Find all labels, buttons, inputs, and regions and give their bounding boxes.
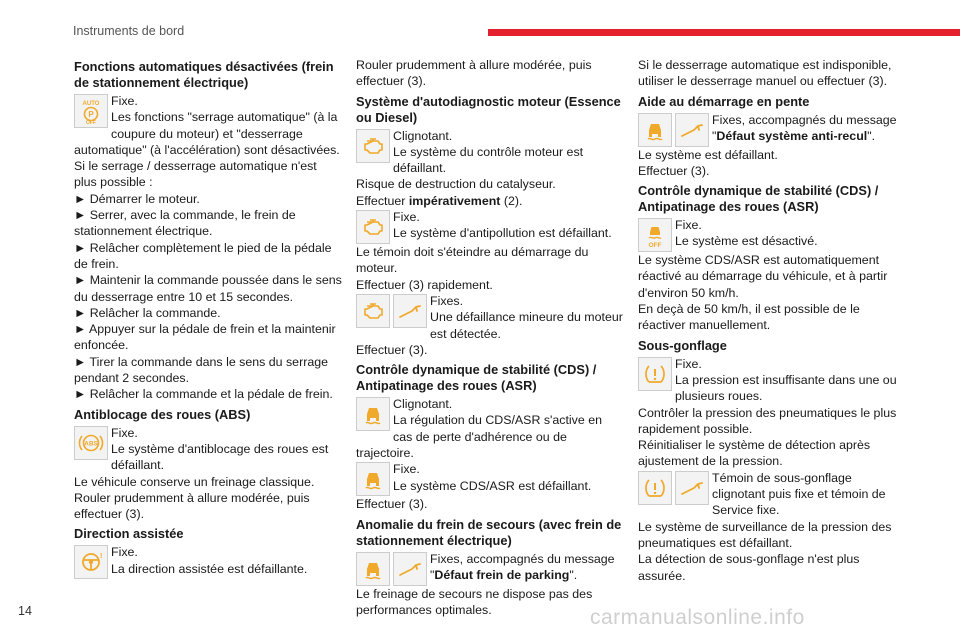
section-title: Fonctions automatiques désactivées (frein de stationnement électrique) — [74, 59, 334, 90]
warning-state: Témoin de sous-gonflage clignotant puis fixe et témoin de Service fixe. — [712, 470, 886, 518]
section-title: Anomalie du frein de secours (avec frein de stationnement électrique) — [356, 516, 622, 548]
emphasis: impérativement — [408, 193, 501, 208]
warning-entry: Fixes, accompagnés du message "Défaut système anti-recul". — [638, 112, 906, 147]
svg-text:OFF: OFF — [86, 120, 96, 124]
svg-text:P: P — [88, 110, 94, 119]
engine-icon — [356, 294, 390, 328]
list-item: ► Maintenir la commande poussée dans le sens du desserrage entre 10 et 15 secondes. — [74, 273, 342, 304]
warning-state: Fixes, accompagnés du message — [712, 112, 897, 127]
warning-entry — [638, 356, 906, 405]
svg-text:AUTO: AUTO — [82, 101, 100, 107]
stability-control-icon — [356, 462, 390, 496]
paragraph: Effectuer (3). — [356, 342, 428, 357]
paragraph: Contrôler la pression des pneumatiques le plus rapidement possible. — [638, 405, 897, 436]
paragraph: En deçà de 50 km/h, il est possible de le réactiver manuellement. — [638, 302, 860, 333]
section-title: Contrôle dynamique de stabilité (CDS) / Antipatinage des roues (ASR) — [356, 362, 597, 394]
paragraph: Rouler prudemment à allure modérée, puis effectuer (3). — [74, 490, 310, 522]
list-item: ► Relâcher complètement le pied de la pédale de frein. — [74, 240, 332, 271]
warning-state: Fixe. — [393, 210, 420, 225]
warning-state: Clignotant. — [393, 397, 453, 412]
section-title: Aide au démarrage en pente — [638, 93, 810, 109]
warning-entry — [638, 217, 906, 252]
paragraph: Réinitialiser le système de détection après ajustement de la pression. — [638, 438, 871, 469]
svg-text:ABS: ABS — [84, 440, 98, 448]
paragraph: Risque de destruction du catalyseur. — [356, 177, 556, 192]
section-title: Sous-gonflage — [638, 337, 727, 353]
header-title: Instruments de bord — [73, 24, 185, 38]
paragraph: Le véhicule conserve un freinage classique. — [74, 474, 315, 489]
wrench-icon — [393, 552, 427, 586]
section-title: Système d'autodiagnostic moteur (Essence ou Diesel) — [356, 93, 621, 125]
paragraph — [356, 193, 624, 209]
auto-parking-brake-icon — [74, 94, 108, 128]
warning-entry — [74, 544, 342, 579]
warning-state: Fixes, accompagnés du message — [430, 551, 615, 566]
paragraph: Le système d'antiblocage des roues est défaillant. — [111, 441, 329, 473]
paragraph: Le système de surveillance de la pression des pneumatiques est défaillant. — [638, 519, 892, 550]
section-title: Contrôle dynamique de stabilité (CDS) / Antipatinage des roues (ASR) — [638, 183, 879, 215]
paragraph: Effectuer (3) rapidement. — [356, 277, 493, 292]
paragraph: La pression est insuffisante dans une ou plusieurs roues. — [675, 372, 897, 404]
svg-text:OFF: OFF — [648, 242, 662, 249]
warning-state: Fixe. — [111, 94, 138, 108]
paragraph: Le témoin doit s'éteindre au démarrage du moteur. — [356, 245, 589, 276]
tire-pressure-icon — [638, 357, 672, 391]
text: Effectuer — [356, 193, 409, 208]
warning-state: Fixe. — [111, 545, 138, 560]
paragraph: Le système est défaillant. — [638, 147, 778, 162]
paragraph: Le système d'antipollution est défaillant. — [393, 226, 612, 241]
power-steering-icon — [74, 545, 108, 579]
engine-icon — [356, 129, 390, 163]
list-item: ► Relâcher la commande et la pédale de frein. — [74, 387, 333, 402]
warning-message: Défaut frein de parking — [434, 567, 570, 582]
paragraph: Le système du contrôle moteur est défaillant. — [393, 144, 584, 176]
warning-state: Fixe. — [111, 425, 138, 440]
list-item: ► Tirer la commande dans le sens du serrage pendant 2 secondes. — [74, 354, 329, 386]
warning-entry — [74, 425, 342, 474]
warning-state: Fixe. — [675, 218, 702, 233]
abs-icon — [74, 426, 108, 460]
paragraph: Si le serrage / desserrage automatique n'est plus possible : — [74, 159, 317, 190]
watermark-text: carmanualsonline.info — [590, 606, 805, 629]
section-title: Direction assistée — [74, 526, 184, 542]
warning-state: Fixe. — [393, 462, 420, 477]
tire-pressure-icon — [638, 471, 672, 505]
warning-entry — [356, 209, 624, 244]
warning-entry — [638, 470, 906, 519]
paragraph: La détection de sous-gonflage n'est plus assurée. — [638, 552, 860, 583]
paragraph: Le freinage de secours ne dispose pas des performances optimales. — [356, 586, 593, 617]
paragraph: Effectuer (3). — [638, 163, 710, 178]
paragraph: Le système est désactivé. — [675, 234, 818, 249]
paragraph: Si le desserrage automatique est indisponible, utiliser le desserrage manuel ou effectuer (3). — [638, 58, 892, 89]
column-1 — [74, 57, 342, 579]
warning-state: Fixe. — [675, 356, 702, 371]
stability-control-icon — [356, 552, 390, 586]
list-item: ► Appuyer sur la pédale de frein et la maintenir enfoncée. — [74, 322, 336, 353]
list-item: ► Serrer, avec la commande, le frein de stationnement électrique. — [74, 208, 296, 239]
paragraph: La régulation du CDS/ASR s'active en cas de perte d'adhérence ou de trajectoire. — [356, 413, 602, 461]
wrench-icon — [675, 113, 709, 147]
paragraph: Une défaillance mineure du moteur est détectée. — [430, 310, 623, 341]
warning-entry — [356, 293, 624, 342]
column-2 — [356, 57, 624, 618]
wrench-icon — [675, 471, 709, 505]
text: (2). — [500, 193, 523, 208]
svg-text:!: ! — [100, 553, 103, 561]
warning-entry — [74, 93, 342, 158]
warning-entry — [356, 128, 624, 177]
wrench-icon — [393, 294, 427, 328]
warning-entry — [356, 461, 624, 496]
warning-entry — [356, 396, 624, 461]
warning-entry: Fixes, accompagnés du message "Défaut frein de parking". — [356, 551, 624, 586]
stability-control-off-icon — [638, 218, 672, 252]
header-accent-bar — [488, 29, 960, 36]
column-3 — [638, 57, 906, 584]
paragraph: Les fonctions "serrage automatique" (à la coupure du moteur) et "desserrage automatique" (à l'accélération) sont désactivées. — [74, 110, 340, 157]
page-number: 14 — [18, 604, 32, 618]
paragraph: Rouler prudemment à allure modérée, puis effectuer (3). — [356, 58, 592, 89]
section-title: Antiblocage des roues (ABS) — [74, 406, 251, 422]
paragraph: Le système CDS/ASR est défaillant. — [393, 478, 592, 493]
stability-control-icon — [638, 113, 672, 147]
engine-icon — [356, 210, 390, 244]
warning-message: Défaut système anti-recul — [716, 128, 868, 143]
list-item: ► Relâcher la commande. — [74, 305, 221, 320]
list-item: ► Démarrer le moteur. — [74, 191, 200, 206]
paragraph: Effectuer (3). — [356, 497, 428, 512]
warning-state: Fixes. — [430, 293, 464, 308]
warning-state: Clignotant. — [393, 128, 453, 143]
paragraph: Le système CDS/ASR est automatiquement réactivé au démarrage du véhicule, et à partir d'environ 50 km/h. — [638, 253, 888, 300]
paragraph: La direction assistée est défaillante. — [111, 561, 308, 576]
stability-control-icon — [356, 397, 390, 431]
